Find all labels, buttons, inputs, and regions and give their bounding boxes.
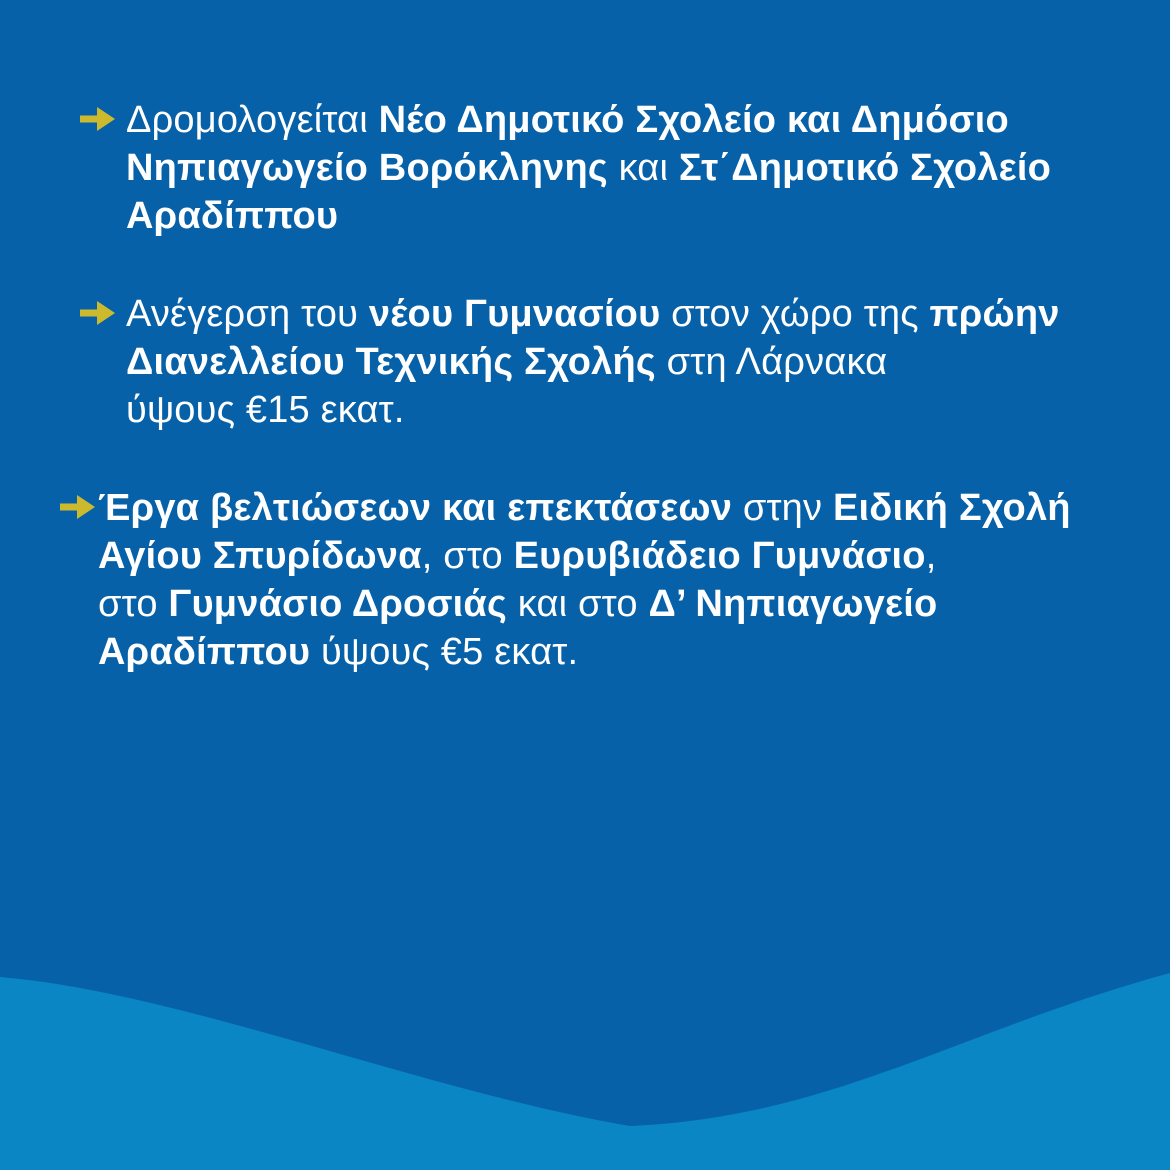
bullet-list — [80, 96, 1100, 726]
arrow-bullet-icon — [80, 299, 118, 327]
bullet-item-3 — [60, 484, 1100, 676]
bullet-item-1 — [80, 96, 1100, 240]
bullet-text-1: Δρομολογείται Νέο Δημοτικό Σχολείο και Δημόσιο Νηπιαγωγείο Βορόκληνης και Στ΄Δημοτικό Σχολείο Αραδίππου — [126, 99, 1052, 237]
bullet-item-2 — [80, 290, 1100, 434]
bullet-text-3: Έργα βελτιώσεων και επεκτάσεων στην Ειδική Σχολή Αγίου Σπυρίδωνα, στο Ευρυβιάδειο Γυμνάσιο, στο Γυμνάσιο Δροσιάς και στο Δ’ Νηπιαγωγείο Αραδίππου ύψους €5 εκατ. — [98, 487, 1071, 673]
wave-footer-graphic — [0, 910, 1170, 1170]
arrow-bullet-icon — [80, 105, 118, 133]
arrow-bullet-icon — [60, 493, 98, 521]
bullet-text-2: Ανέγερση του νέου Γυμνασίου στον χώρο της πρώην Διανελλείου Τεχνικής Σχολής στη Λάρνακα ύψους €15 εκατ. — [126, 293, 1060, 431]
